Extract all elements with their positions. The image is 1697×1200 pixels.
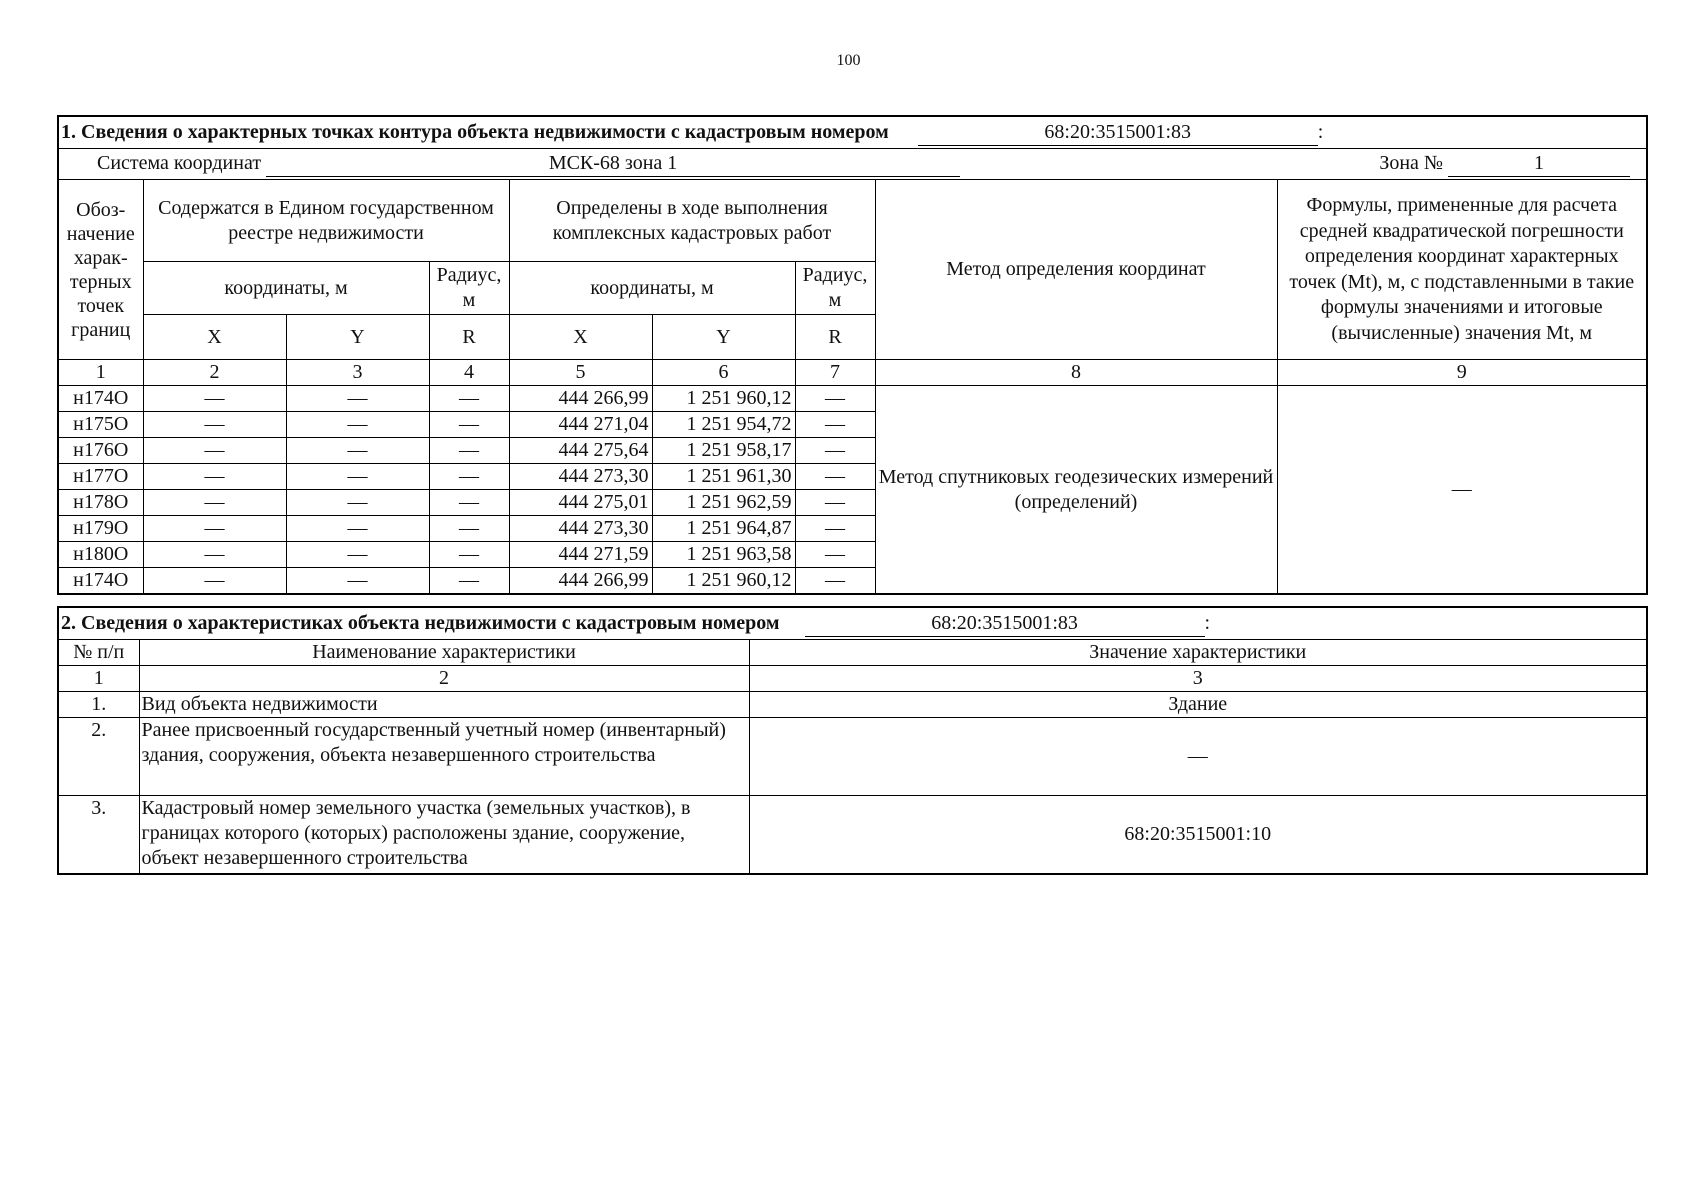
column-number: 9 (1277, 360, 1647, 386)
header-num: № п/п (58, 640, 139, 666)
header-r-egrn: R (429, 315, 509, 360)
point-designation: н175О (58, 412, 143, 438)
kkr-x: 444 271,59 (509, 542, 652, 568)
egrn-x: — (143, 516, 286, 542)
egrn-y: — (286, 516, 429, 542)
table-row (58, 692, 1647, 718)
egrn-y: — (286, 490, 429, 516)
row-value: 68:20:3515001:10 (749, 796, 1647, 874)
kkr-r: — (795, 386, 875, 412)
table-row (58, 386, 1647, 412)
egrn-y: — (286, 412, 429, 438)
kkr-r: — (795, 542, 875, 568)
header-egrn: Содержатся в Едином государственном реестре недвижимости (143, 180, 509, 262)
table-row (58, 718, 1647, 796)
kkr-x: 444 275,01 (509, 490, 652, 516)
point-designation: н177О (58, 464, 143, 490)
kkr-y: 1 251 960,12 (652, 386, 795, 412)
header-designation: Обоз- начение харак- терных точек границ (58, 180, 143, 360)
row-num: 3. (58, 796, 139, 874)
point-designation: н179О (58, 516, 143, 542)
point-designation: н174О (58, 386, 143, 412)
section1-colon: : (1317, 120, 1324, 143)
section2-colon: : (1204, 611, 1211, 634)
egrn-x: — (143, 568, 286, 595)
section1-title-row (58, 116, 1647, 149)
point-designation: н176О (58, 438, 143, 464)
kkr-r: — (795, 464, 875, 490)
section2-title: 2. Сведения о характеристиках объекта недвижимости с кадастровым номером (61, 611, 780, 634)
kkr-x: 444 275,64 (509, 438, 652, 464)
kkr-y: 1 251 963,58 (652, 542, 795, 568)
kkr-x: 444 266,99 (509, 386, 652, 412)
header-kkr: Определены в ходе выполнения комплексных кадастровых работ (509, 180, 875, 262)
egrn-r: — (429, 464, 509, 490)
coord-system-row (58, 149, 1647, 180)
zone-value: 1 (1448, 151, 1630, 177)
egrn-y: — (286, 386, 429, 412)
row-name: Кадастровый номер земельного участка (земельных участков), в границах которого (которых) расположены здание, сооружение, объект незавершенного строительства (139, 796, 749, 874)
point-designation: н178О (58, 490, 143, 516)
contour-points-table (57, 115, 1648, 595)
point-designation: н174О (58, 568, 143, 595)
column-number: 1 (58, 360, 143, 386)
section2-title-row (58, 607, 1647, 640)
zone-label: Зона № (1379, 152, 1443, 174)
row-value: Здание (749, 692, 1647, 718)
column-number: 5 (509, 360, 652, 386)
method-value: Метод спутниковых геодезических измерений (определений) (875, 386, 1277, 595)
column-number: 4 (429, 360, 509, 386)
coord-system-value: МСК-68 зона 1 (266, 151, 960, 177)
kkr-x: 444 266,99 (509, 568, 652, 595)
kkr-r: — (795, 568, 875, 595)
row-num: 1. (58, 692, 139, 718)
page-number: 100 (836, 52, 861, 69)
header-formulas: Формулы, примененные для расчета средней квадратической погрешности определения координат характерных точек (Mt), м, с подставленными в такие формулы значениями и итоговые (вычисленные) значения Mt, м (1277, 180, 1647, 360)
egrn-x: — (143, 438, 286, 464)
egrn-r: — (429, 568, 509, 595)
kkr-y: 1 251 960,12 (652, 568, 795, 595)
kkr-x: 444 273,30 (509, 516, 652, 542)
table-row (58, 796, 1647, 874)
kkr-y: 1 251 958,17 (652, 438, 795, 464)
formulas-value: — (1277, 386, 1647, 595)
egrn-r: — (429, 542, 509, 568)
egrn-x: — (143, 464, 286, 490)
header-radius-egrn: Радиус, м (429, 262, 509, 315)
row-num: 2. (58, 718, 139, 796)
section1-cadastral-number: 68:20:3515001:83 (918, 120, 1318, 146)
header-coords-kkr: координаты, м (509, 262, 795, 315)
column-number: 6 (652, 360, 795, 386)
egrn-y: — (286, 438, 429, 464)
egrn-r: — (429, 516, 509, 542)
column-number: 3 (749, 666, 1647, 692)
section1-title: 1. Сведения о характерных точках контура объекта недвижимости с кадастровым номером (61, 120, 889, 143)
egrn-r: — (429, 386, 509, 412)
column-number: 2 (139, 666, 749, 692)
egrn-x: — (143, 412, 286, 438)
row-name: Вид объекта недвижимости (139, 692, 749, 718)
row-name: Ранее присвоенный государственный учетный номер (инвентарный) здания, сооружения, объекта незавершенного строительства (139, 718, 749, 796)
header-method: Метод определения координат (875, 180, 1277, 360)
section2-cadastral-number: 68:20:3515001:83 (805, 611, 1205, 637)
egrn-x: — (143, 386, 286, 412)
kkr-r: — (795, 438, 875, 464)
kkr-r: — (795, 412, 875, 438)
egrn-y: — (286, 542, 429, 568)
header-y-kkr: Y (652, 315, 795, 360)
header-value: Значение характеристики (749, 640, 1647, 666)
column-number: 3 (286, 360, 429, 386)
header-x-kkr: X (509, 315, 652, 360)
kkr-y: 1 251 961,30 (652, 464, 795, 490)
header-x-egrn: X (143, 315, 286, 360)
egrn-r: — (429, 490, 509, 516)
egrn-r: — (429, 438, 509, 464)
header-name: Наименование характеристики (139, 640, 749, 666)
object-characteristics-table (57, 606, 1648, 875)
column-number: 1 (58, 666, 139, 692)
kkr-y: 1 251 954,72 (652, 412, 795, 438)
point-designation: н180О (58, 542, 143, 568)
header-radius-kkr: Радиус, м (795, 262, 875, 315)
column-number: 7 (795, 360, 875, 386)
egrn-x: — (143, 490, 286, 516)
kkr-x: 444 271,04 (509, 412, 652, 438)
egrn-y: — (286, 568, 429, 595)
column-number: 8 (875, 360, 1277, 386)
egrn-x: — (143, 542, 286, 568)
kkr-r: — (795, 490, 875, 516)
kkr-r: — (795, 516, 875, 542)
egrn-r: — (429, 412, 509, 438)
header-coords-egrn: координаты, м (143, 262, 429, 315)
kkr-y: 1 251 964,87 (652, 516, 795, 542)
header-r-kkr: R (795, 315, 875, 360)
column-number: 2 (143, 360, 286, 386)
kkr-y: 1 251 962,59 (652, 490, 795, 516)
header-y-egrn: Y (286, 315, 429, 360)
row-value: — (749, 718, 1647, 796)
coord-system-label: Система координат (97, 152, 262, 174)
egrn-y: — (286, 464, 429, 490)
kkr-x: 444 273,30 (509, 464, 652, 490)
